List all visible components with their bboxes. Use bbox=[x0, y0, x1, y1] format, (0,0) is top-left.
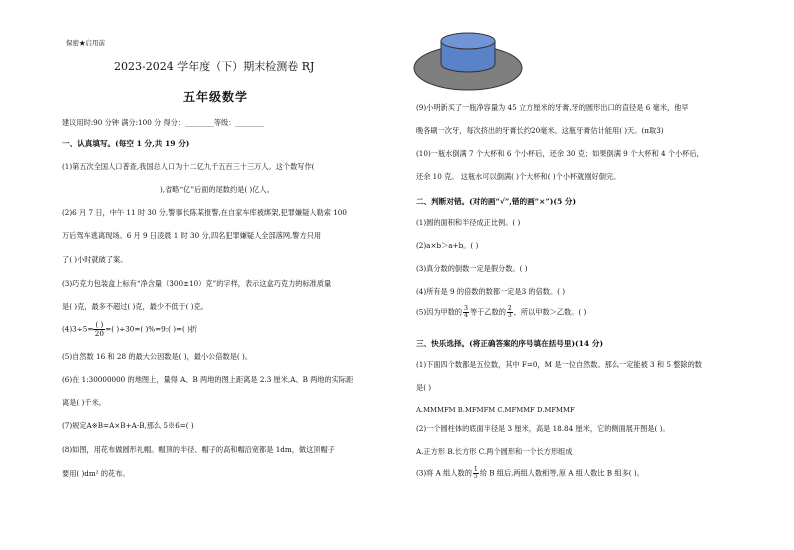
judge-1: (1)圆的面积和半径成正比例。( ) bbox=[416, 218, 521, 227]
q10-line2: 还余 10 克。 这瓶水可以倒满( )个大杯和( )个小杯就刚好倒完。 bbox=[416, 172, 621, 181]
choice1-line2: 是( ) bbox=[416, 383, 432, 392]
choice3-line bbox=[416, 467, 644, 480]
q2-line3: 了( )小时就破了案。 bbox=[62, 255, 128, 264]
choice1-line1: (1)下面四个数都是五位数，其中 F=0，M 是一位自然数。那么一定能被 3 和 5 整除的数 bbox=[416, 360, 702, 369]
fraction-three-quarters bbox=[463, 306, 469, 319]
q4-suffix: =( )÷30=( )%=9:( )=( )折 bbox=[105, 324, 198, 334]
judge-5-text-a: (5)因为甲数的 bbox=[416, 307, 463, 317]
frac3-num: 1 bbox=[473, 466, 478, 473]
judge-4: (4)所有是 9 的倍数的数都一定是3 的倍数。( ) bbox=[416, 287, 566, 296]
q2-line2: 万后驾车逃离现场。6 月 9 日凌晨 1 时 30 分,四名犯罪嫌疑人全部落网,警方只用 bbox=[62, 231, 322, 240]
hat-figure bbox=[412, 22, 524, 98]
frac2-den: 3 bbox=[507, 312, 512, 319]
q1-line2: ),省略“亿”后面的尾数约是( )亿人。 bbox=[160, 185, 274, 194]
q6-line1: (6)在 1:30000000 的地图上，量得 A、B 两地的图上距离是 2.3 厘米,A、B 两地的实际距 bbox=[62, 375, 354, 384]
q8-line1: (8)如图，用花布做圆形礼帽。帽顶的半径、帽子的高和帽沿宽都是 1dm，做这顶帽子 bbox=[62, 445, 335, 454]
q8-line2: 要用( )dm² 的花布。 bbox=[62, 469, 130, 478]
q4-fraction bbox=[93, 321, 105, 338]
frac1-den: 4 bbox=[464, 312, 468, 319]
q3-line1: (3)巧克力包装盒上标有“净含量（300±10）克”的字样，表示这盒巧克力的标准质量 bbox=[62, 279, 332, 288]
frac2-num: 2 bbox=[507, 305, 512, 312]
frac3-den: 5 bbox=[473, 473, 478, 480]
judge-5-text-b: 等于乙数的 bbox=[469, 307, 506, 317]
exam-subject: 五年级数学 bbox=[183, 90, 249, 104]
q5-line: (5)自然数 16 和 28 的最大公因数是( )，最小公倍数是( )。 bbox=[62, 352, 252, 361]
fraction-one-fifth bbox=[473, 467, 479, 480]
choice2-options: A.正方形 B.长方形 C.两个圆形和一个长方形组成 bbox=[416, 447, 573, 456]
judge-2: (2)a×b＞a+b。( ) bbox=[416, 241, 479, 250]
judge-5 bbox=[416, 306, 586, 319]
choice2-line1: (2)一个圆柱体的底面半径是 3 厘米，高是 18.84 厘米，它的侧面展开图是( )。 bbox=[416, 424, 670, 433]
choice1-options: A.MMMFM B.MFMFM C.MFMMF D.MFMMF bbox=[416, 406, 575, 414]
q9-line1: (9)小明新买了一瓶净容量为 45 立方厘米的牙膏,牙的圆形出口的直径是 6 毫米，他早 bbox=[416, 103, 689, 112]
q6-line2: 离是( )千米。 bbox=[62, 398, 106, 407]
exam-info: 建议用时:90 分钟 满分:100 分 得分：________等级：________ bbox=[62, 118, 265, 127]
q1-line1: (1)第五次全国人口普查,我国总人口为十二亿九千五百三十三万人。这个数写作( bbox=[62, 162, 315, 171]
q9-line2: 晚各刷一次牙，每次挤出的牙膏长约20毫米。这瓶牙膏估计能用( )天。(π取3) bbox=[416, 126, 664, 135]
fraction-two-thirds bbox=[507, 306, 513, 319]
choice3-text-a: (3)将 A 组人数的 bbox=[416, 468, 472, 478]
choice3-text-b: 给 B 组后,两组人数相等,原 A 组人数比 B 组多( )。 bbox=[479, 468, 644, 478]
hat-crown-top bbox=[441, 33, 495, 49]
q4-denominator: 20 bbox=[94, 328, 104, 338]
q3-line2: 是( )克，最多不超过( )克，最少不低于( )克。 bbox=[62, 302, 208, 311]
exam-title: 2023-2024 学年度（下）期末检测卷 RJ bbox=[114, 60, 315, 73]
section3-heading: 三、快乐选择。(将正确答案的序号填在括号里)(14 分) bbox=[416, 339, 604, 348]
q7-line: (7)规定A※B=A×B+A-B,那么 5※6=( ) bbox=[62, 421, 194, 430]
q4-line bbox=[62, 321, 197, 338]
q10-line1: (10)一瓶水倒满 7 个大杯和 6 个小杯后，还余 30 克；如果倒满 9 个大杯和 4 个小杯后， bbox=[416, 149, 704, 158]
secret-label: 保密★启用前 bbox=[66, 39, 105, 47]
judge-5-text-c: ，所以甲数＞乙数。( ) bbox=[513, 307, 587, 317]
judge-3: (3)真分数的倒数一定是假分数。( ) bbox=[416, 264, 528, 273]
q4-prefix: (4)3÷5= bbox=[62, 324, 94, 334]
section1-heading: 一、认真填写。(每空 1 分,共 19 分) bbox=[62, 139, 190, 148]
q4-numerator: ( ) bbox=[95, 320, 104, 329]
frac1-num: 3 bbox=[464, 305, 468, 312]
section2-heading: 二、判断对错。(对的画“√”,错的画“×”)(5 分) bbox=[416, 197, 577, 206]
q2-line1: (2)6 月 7 日，中午 11 时 30 分,警事长陈某报警,在自家车库被绑架,犯罪嫌疑人勒索 100 bbox=[62, 208, 347, 217]
